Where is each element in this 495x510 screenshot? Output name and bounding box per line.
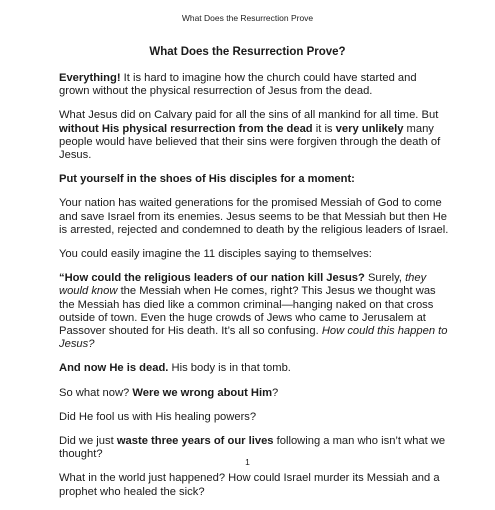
- paragraph-8: Did He fool us with His healing powers?: [59, 410, 257, 423]
- paragraph-4: You could easily imagine the 11 disciples saying to themselves:: [59, 248, 372, 261]
- paragraph-1: [59, 72, 449, 98]
- paragraph-2-text-1: What Jesus did on Calvary paid for all the sins of all mankind for all time. But: [59, 109, 439, 122]
- paragraph-2-bold-2: very unlikely: [335, 122, 404, 135]
- paragraph-5-text-2: the Messiah when He comes, right? This Jesus we thought was the Messiah has died like a common criminal—hanging naked on that cross outside of town. Even the huge crowds of Jews who came to Jerusalem at Passover shouted for His death. It’s all so confusing.: [59, 285, 436, 338]
- paragraph-10: What in the world just happened? How could Israel murder its Messiah and a prophet who healed the sick?: [59, 472, 440, 498]
- paragraph-5-bold: “How could the religious leaders of our nation kill Jesus?: [59, 272, 365, 285]
- running-header: What Does the Resurrection Prove: [181, 13, 314, 23]
- paragraph-9-text-1: Did we just: [59, 435, 117, 448]
- section-heading: Put yourself in the shoes of His disciples for a moment:: [59, 173, 355, 186]
- paragraph-2-text-2: it is: [312, 122, 336, 135]
- paragraph-6-text: His body is in that tomb.: [168, 362, 291, 375]
- paragraph-5-text-1: Surely,: [364, 272, 406, 285]
- paragraph-2: [59, 109, 449, 162]
- paragraph-9-text-2: following a man who isn’t what we thought?: [59, 435, 446, 461]
- paragraph-7-text-1: So what now?: [59, 386, 133, 399]
- document-body: [59, 72, 449, 510]
- paragraph-5: [59, 272, 449, 351]
- paragraph-1-bold: Everything!: [59, 72, 121, 84]
- paragraph-2-text-3: many people would have believed that their sins were forgiven through the death of Jesus.: [59, 122, 441, 162]
- paragraph-7-text-2: ?: [272, 386, 279, 399]
- paragraph-7: [59, 387, 449, 400]
- paragraph-6: [59, 362, 449, 375]
- paragraph-6-bold: And now He is dead.: [59, 362, 169, 375]
- paragraph-5-italic-1: they would know: [59, 272, 427, 298]
- paragraph-2-bold-1: without His physical resurrection from the dead: [59, 122, 313, 135]
- document-title: What Does the Resurrection Prove?: [149, 46, 346, 58]
- paragraph-7-bold: Were we wrong about Him: [132, 386, 273, 399]
- page-number: 1: [245, 457, 250, 467]
- paragraph-9-bold: waste three years of our lives: [116, 435, 274, 448]
- paragraph-3: Your nation has waited generations for the promised Messiah of God to come and save Israel from its enemies. Jesus seems to be that Messiah but then He is arrested, rejected and condemned to death by the religious leaders of Israel.: [59, 197, 449, 236]
- paragraph-1-text: It is hard to imagine how the church could have started and grown without the physical resurrection of Jesus from the dead.: [59, 72, 417, 98]
- paragraph-5-italic-2: How could this happen to Jesus?: [59, 325, 448, 351]
